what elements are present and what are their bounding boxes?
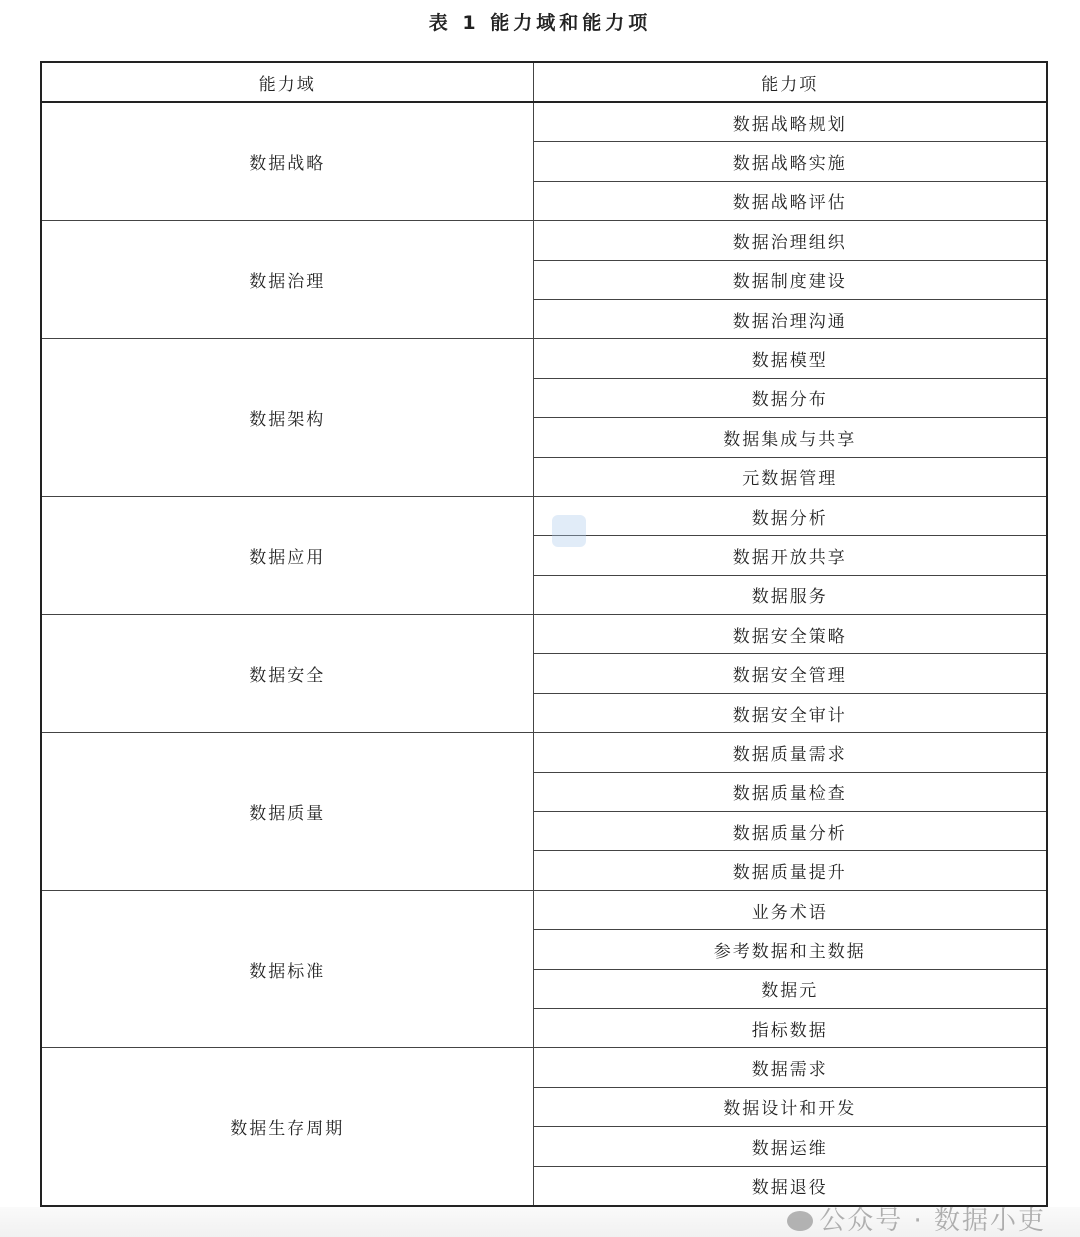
table-row [41,496,1047,535]
domain-cell: 数据生存周期 [41,1048,533,1206]
header-domain: 能力域 [41,62,533,102]
item-cell: 数据质量分析 [533,812,1047,851]
item-cell: 数据元 [533,969,1047,1008]
table-body [41,102,1047,1206]
domain-cell: 数据质量 [41,733,533,891]
domain-cell: 数据标准 [41,890,533,1048]
item-cell: 数据治理组织 [533,221,1047,260]
domain-cell: 数据治理 [41,221,533,339]
watermark-logo-icon [552,515,586,547]
item-cell: 元数据管理 [533,457,1047,496]
domain-cell: 数据应用 [41,496,533,614]
item-cell: 数据分布 [533,378,1047,417]
item-cell: 数据退役 [533,1166,1047,1206]
item-cell: 数据服务 [533,575,1047,614]
item-cell: 数据模型 [533,339,1047,378]
table-row [41,339,1047,378]
item-cell: 数据质量需求 [533,733,1047,772]
header-row [41,62,1047,102]
item-cell: 数据战略规划 [533,102,1047,142]
item-cell: 数据运维 [533,1127,1047,1166]
table-row [41,615,1047,654]
table-title: 表 1 能力域和能力项 [428,12,652,34]
domain-cell: 数据架构 [41,339,533,497]
item-cell: 参考数据和主数据 [533,930,1047,969]
item-cell: 数据安全策略 [533,615,1047,654]
table-row [41,221,1047,260]
item-cell: 数据开放共享 [533,536,1047,575]
item-cell: 数据需求 [533,1048,1047,1087]
item-cell: 数据质量检查 [533,772,1047,811]
item-cell: 数据治理沟通 [533,299,1047,338]
item-cell: 数据分析 [533,496,1047,535]
watermark [787,1206,1046,1237]
table-row [41,102,1047,142]
item-cell: 指标数据 [533,1008,1047,1047]
item-cell: 数据设计和开发 [533,1087,1047,1126]
table-row [41,1048,1047,1087]
domain-cell: 数据安全 [41,615,533,733]
item-cell: 数据制度建设 [533,260,1047,299]
table-row [41,733,1047,772]
item-cell: 数据安全审计 [533,693,1047,732]
item-cell: 业务术语 [533,890,1047,929]
domain-cell: 数据战略 [41,102,533,221]
capability-table [40,61,1048,1207]
header-item: 能力项 [533,62,1047,102]
watermark-text: 公众号 · 数据小吏 [819,1206,1046,1236]
item-cell: 数据战略评估 [533,181,1047,220]
item-cell: 数据质量提升 [533,851,1047,890]
item-cell: 数据安全管理 [533,654,1047,693]
item-cell: 数据集成与共享 [533,418,1047,457]
table-row [41,890,1047,929]
item-cell: 数据战略实施 [533,142,1047,181]
wechat-icon [787,1211,813,1231]
